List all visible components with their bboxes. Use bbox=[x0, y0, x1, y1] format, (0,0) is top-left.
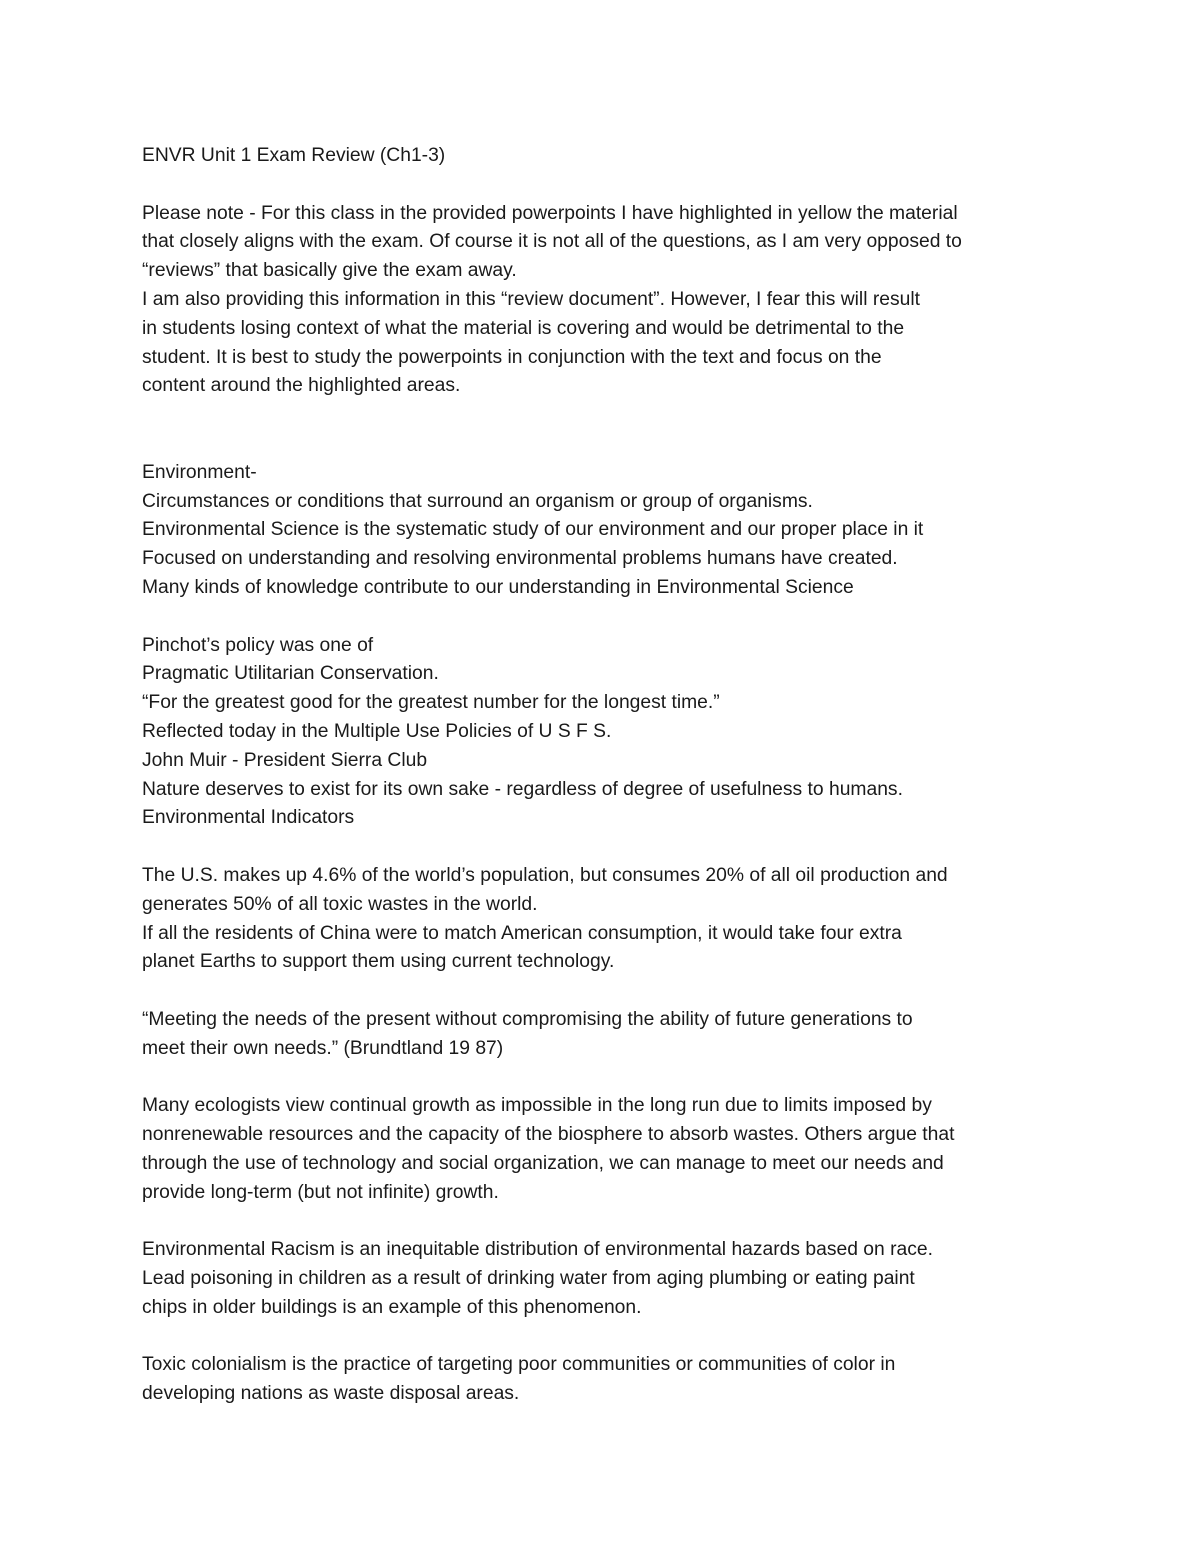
text-line: Focused on understanding and resolving environmental problems humans have created. bbox=[142, 548, 898, 570]
paragraph-note bbox=[142, 200, 1062, 402]
paragraph-brundtland bbox=[142, 1006, 1062, 1064]
text-line: Toxic colonialism is the practice of targeting poor communities or communities of color in bbox=[142, 1354, 896, 1376]
text-line: through the use of technology and social organization, we can manage to meet our needs and bbox=[142, 1152, 944, 1174]
document-title: ENVR Unit 1 Exam Review (Ch1-3) bbox=[142, 145, 446, 166]
paragraph-toxic-colonialism bbox=[142, 1351, 1062, 1409]
text-line: generates 50% of all toxic wastes in the world. bbox=[142, 893, 538, 915]
text-line: If all the residents of China were to match American consumption, it would take four extra bbox=[142, 922, 902, 944]
text-line: “reviews” that basically give the exam away. bbox=[142, 260, 517, 282]
text-line: provide long-term (but not infinite) growth. bbox=[142, 1181, 499, 1203]
text-line: Many ecologists view continual growth as impossible in the long run due to limits imposed by bbox=[142, 1095, 932, 1117]
text-line: Circumstances or conditions that surround an organism or group of organisms. bbox=[142, 490, 813, 512]
text-line: student. It is best to study the powerpoints in conjunction with the text and focus on the bbox=[142, 346, 882, 368]
text-line: developing nations as waste disposal areas. bbox=[142, 1383, 520, 1405]
text-line: that closely aligns with the exam. Of course it is not all of the questions, as I am very opposed to bbox=[142, 231, 962, 253]
paragraph-consumption bbox=[142, 862, 1062, 977]
text-line: Environmental Racism is an inequitable distribution of environmental hazards based on race. bbox=[142, 1239, 933, 1261]
text-line: Nature deserves to exist for its own sake - regardless of degree of usefulness to humans. bbox=[142, 778, 903, 800]
text-line: chips in older buildings is an example of this phenomenon. bbox=[142, 1296, 642, 1318]
paragraph-environmental-racism bbox=[142, 1236, 1062, 1322]
text-line: Many kinds of knowledge contribute to our understanding in Environmental Science bbox=[142, 576, 854, 598]
paragraph-growth bbox=[142, 1092, 1062, 1207]
text-line: planet Earths to support them using current technology. bbox=[142, 951, 615, 973]
paragraph-pinchot bbox=[142, 632, 1062, 834]
text-line: Environment- bbox=[142, 461, 257, 483]
text-line: “Meeting the needs of the present without compromising the ability of future generations to bbox=[142, 1008, 913, 1030]
text-line: Environmental Indicators bbox=[142, 807, 355, 829]
text-line: John Muir - President Sierra Club bbox=[142, 749, 428, 771]
text-line: I am also providing this information in this “review document”. However, I fear this will result bbox=[142, 288, 920, 310]
text-line: meet their own needs.” (Brundtland 19 87) bbox=[142, 1037, 504, 1059]
text-line: “For the greatest good for the greatest number for the longest time.” bbox=[142, 692, 720, 714]
text-line: in students losing context of what the material is covering and would be detrimental to the bbox=[142, 317, 905, 339]
text-line: The U.S. makes up 4.6% of the world’s population, but consumes 20% of all oil production and bbox=[142, 864, 948, 886]
text-line: Pinchot’s policy was one of bbox=[142, 634, 374, 656]
paragraph-environment bbox=[142, 459, 1062, 603]
text-line: content around the highlighted areas. bbox=[142, 375, 461, 397]
text-line: nonrenewable resources and the capacity of the biosphere to absorb wastes. Others argue that bbox=[142, 1124, 955, 1146]
text-line: Lead poisoning in children as a result of drinking water from aging plumbing or eating paint bbox=[142, 1268, 915, 1290]
text-line: Please note - For this class in the provided powerpoints I have highlighted in yellow the material bbox=[142, 202, 958, 224]
text-line: Pragmatic Utilitarian Conservation. bbox=[142, 663, 439, 685]
text-line: Reflected today in the Multiple Use Policies of U S F S. bbox=[142, 720, 612, 742]
document-body bbox=[142, 142, 1062, 1438]
text-line: Environmental Science is the systematic study of our environment and our proper place in it bbox=[142, 519, 924, 541]
